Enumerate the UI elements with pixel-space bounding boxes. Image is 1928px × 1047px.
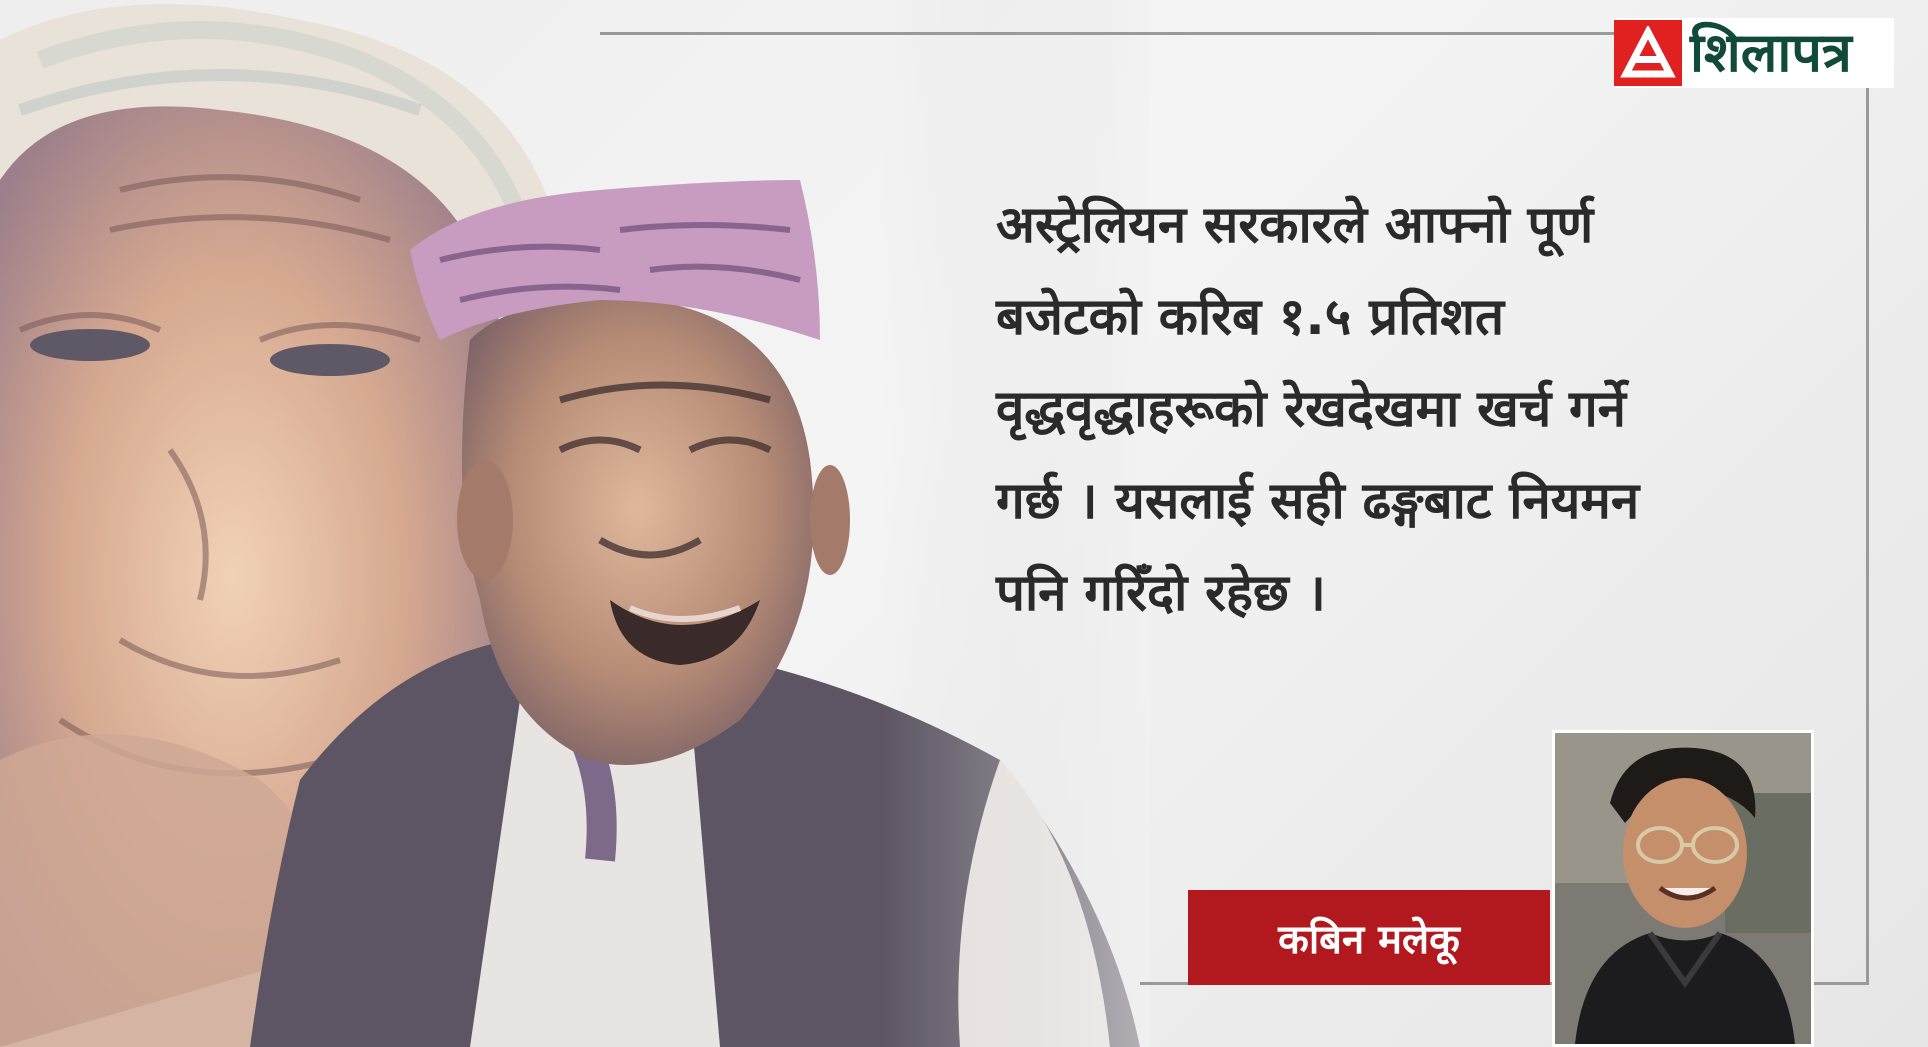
- quote-block: [996, 180, 1786, 640]
- quote-line: पनि गरिँदो रहेछ ।: [996, 564, 1326, 623]
- shilapatra-logo[interactable]: [1614, 18, 1894, 88]
- shilapatra-logo-icon: [1614, 20, 1682, 86]
- quote-line: अस्ट्रेलियन सरकारले आफ्नो पूर्ण: [996, 196, 1594, 255]
- quote-line: बजेटको करिब १.५ प्रतिशत: [996, 288, 1505, 347]
- frame-right-line: [1866, 80, 1869, 985]
- quote-line: वृद्धवृद्धाहरूको रेखदेखमा खर्च गर्ने: [996, 380, 1626, 439]
- brand-name: शिलापत्र: [1690, 21, 1852, 84]
- author-name-badge: कबिन मलेकू: [1188, 890, 1550, 985]
- author-portrait: [1552, 730, 1814, 1047]
- quote-line: गर्छ । यसलाई सही ढङ्गबाट नियमन: [996, 472, 1640, 531]
